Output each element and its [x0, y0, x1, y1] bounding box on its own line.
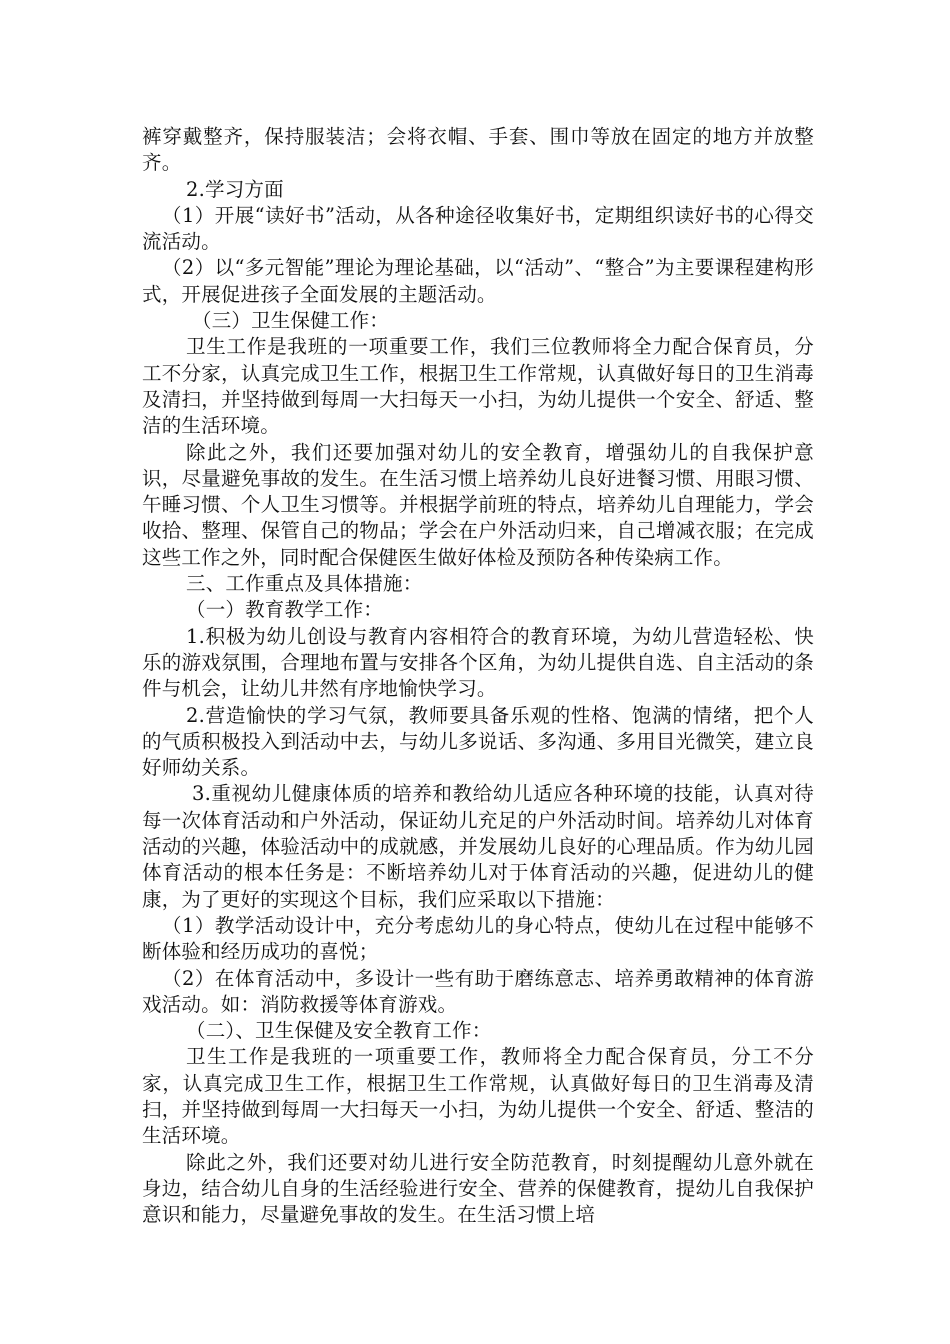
section-heading: （三）卫生保健工作：: [192, 309, 390, 333]
subsection-heading: （一）教育教学工作：: [186, 598, 384, 622]
paragraph: 1.积极为幼儿创设与教育内容相符合的教育环境，为幼儿营造轻松、快乐的游戏氛围，合理地布置与安排各个区角，为幼儿提供自选、自主活动的条件与机会，让幼儿井然有序地愉快学习。: [142, 624, 814, 701]
paragraph: 卫生工作是我班的一项重要工作，教师将全力配合保育员，分工不分家，认真完成卫生工作，根据卫生工作常规，认真做好每日的卫生消毒及清扫，并坚持做到每周一大扫每天一小扫，为幼儿提供一个安全、舒适、整洁的生活环境。: [142, 1045, 814, 1148]
subsection-heading: （二）、卫生保健及安全教育工作：: [186, 1019, 492, 1043]
list-item: （1）开展“读好书”活动，从各种途径收集好书，定期组织读好书的心得交流活动。: [142, 203, 814, 254]
paragraph: 除此之外，我们还要对幼儿进行安全防范教育，时刻提醒幼儿意外就在身边，结合幼儿自身的生活经验进行安全、营养的保健教育，提幼儿自我保护意识和能力，尽量避免事故的发生。在生活习惯上培: [142, 1150, 814, 1227]
paragraph: 除此之外，我们还要加强对幼儿的安全教育，增强幼儿的自我保护意识，尽量避免事故的发生。在生活习惯上培养幼儿良好进餐习惯、用眼习惯、午睡习惯、个人卫生习惯等。并根据学前班的特点，培养幼儿自理能力，学会收拾、整理、保管自己的物品；学会在户外活动归来，自己增减衣服；在完成这些工作之外，同时配合保健医生做好体检及预防各种传染病工作。: [142, 440, 814, 569]
section-heading: 三、工作重点及具体措施：: [186, 572, 423, 596]
list-item: （2）以“多元智能”理论为理论基础，以“活动”、“整合”为主要课程建构形式，开展促进孩子全面发展的主题活动。: [142, 256, 814, 306]
document-body: [142, 124, 814, 1228]
paragraph: 2.营造愉快的学习气氛，教师要具备乐观的性格、饱满的情绪，把个人的气质积极投入到活动中去，与幼儿多说话、多沟通、多用目光微笑，建立良好师幼关系。: [142, 703, 814, 780]
list-item: （1）教学活动设计中，充分考虑幼儿的身心特点，使幼儿在过程中能够不断体验和经历成功的喜悦；: [142, 913, 814, 964]
paragraph: 裤穿戴整齐，保持服装洁；会将衣帽、手套、围巾等放在固定的地方并放整齐。: [142, 125, 814, 175]
paragraph: 卫生工作是我班的一项重要工作，我们三位教师将全力配合保育员，分工不分家，认真完成卫生工作，根据卫生工作常规，认真做好每日的卫生消毒及清扫，并坚持做到每周一大扫每天一小扫，为幼儿提供一个安全、舒适、整洁的生活环境。: [142, 335, 814, 438]
subsection-heading: 2.学习方面: [186, 177, 284, 201]
list-item: （2）在体育活动中，多设计一些有助于磨练意志、培养勇敢精神的体育游戏活动。如：消防救援等体育游戏。: [142, 966, 814, 1016]
paragraph: 3.重视幼儿健康体质的培养和教给幼儿适应各种环境的技能，认真对待每一次体育活动和户外活动，保证幼儿充足的户外活动时间。培养幼儿对体育活动的兴趣，体验活动中的成就感，并发展幼儿良好的心理品质。作为幼儿园体育活动的根本任务是：不断培养幼儿对于体育活动的兴趣，促进幼儿的健康，为了更好的实现这个目标，我们应采取以下措施：: [142, 782, 814, 911]
